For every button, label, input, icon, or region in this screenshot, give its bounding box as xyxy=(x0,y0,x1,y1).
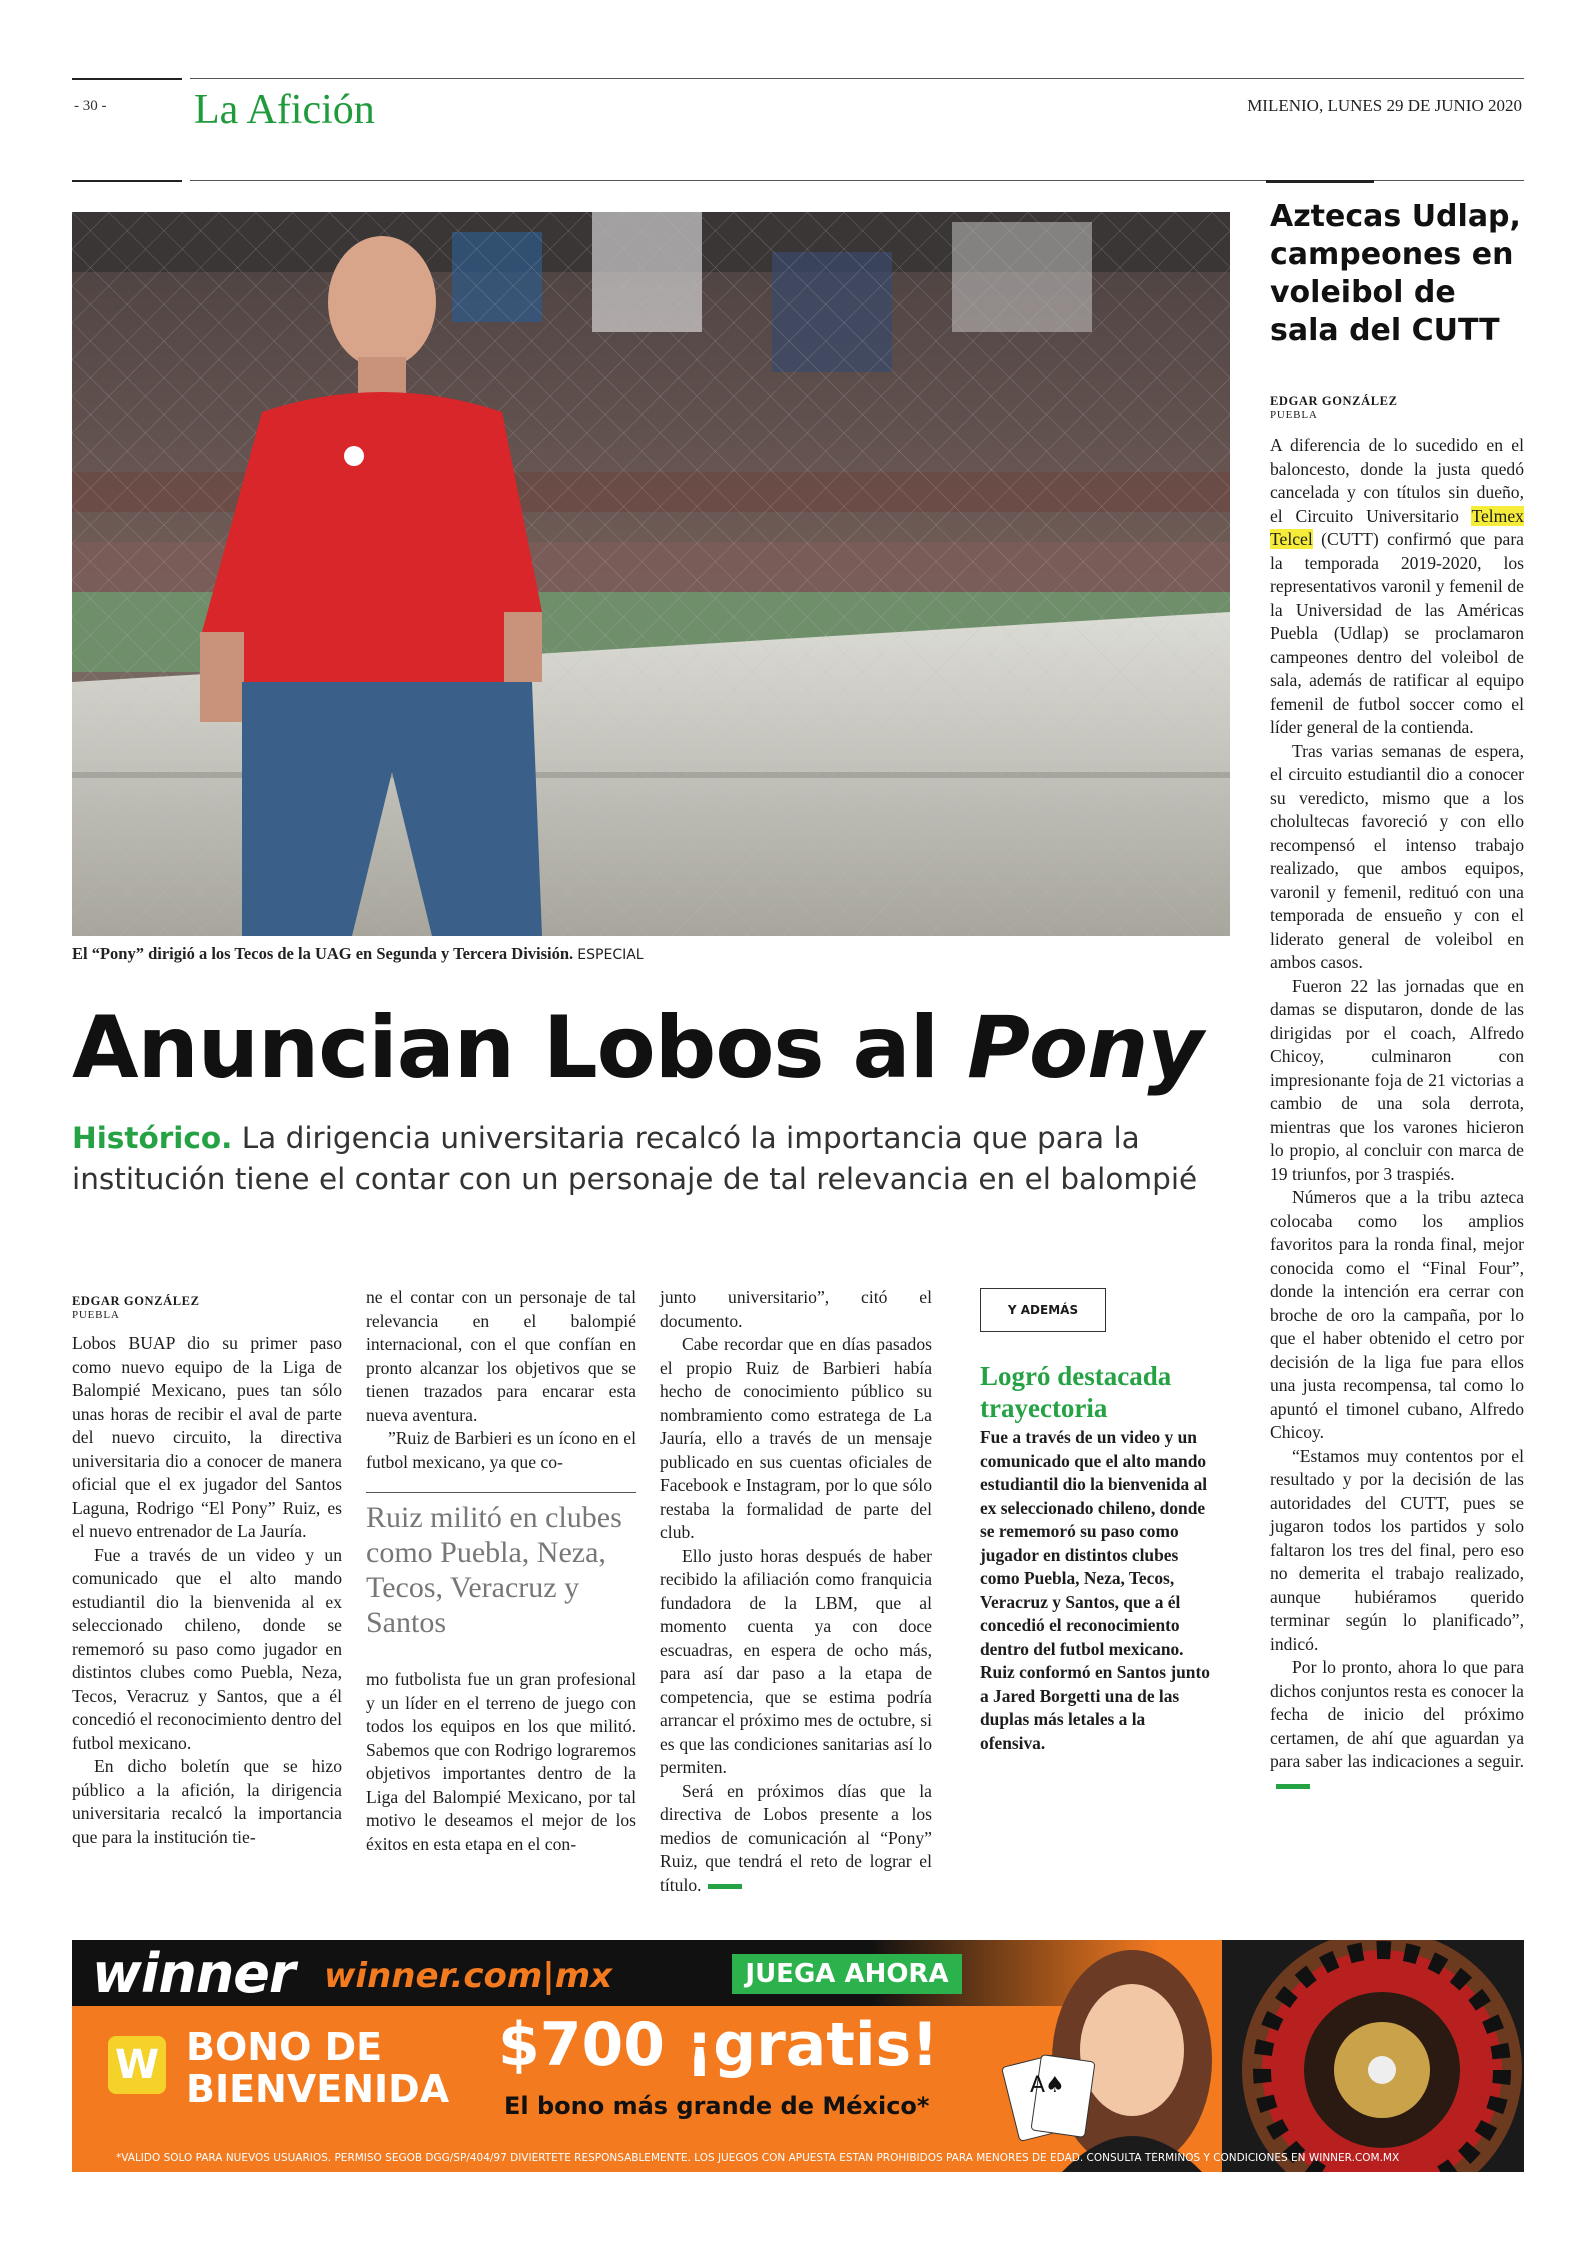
paragraph: Cabe recordar que en días pasados el propio Ruiz de Barbieri había hecho de conocimiento público su nombramiento como estratega de La Jauría, ello a través de un mensaje publicado en sus cuentas oficiales de Facebook e Instagram, por lo que sólo restaba la formalidad de parte del club. xyxy=(660,1334,932,1542)
paragraph-text: A diferencia de lo sucedido en el baloncesto, donde la justa quedó cancelada y con títulos sin dueño, el Circuito Universitario xyxy=(1270,435,1524,526)
right-column-top-rule xyxy=(1266,180,1374,183)
paragraph: Ello justo horas después de haber recibido la afiliación como franquicia fundadora de la LBM, que al momento cuenta ya con doce escuadras, en espera de ocho más, para así dar paso a la etapa de competencia, que se estima podría arrancar el próximo mes de octubre, si es que las condiciones sanitarias así lo permiten. xyxy=(660,1545,932,1777)
publication-date: MILENIO, LUNES 29 DE JUNIO 2020 xyxy=(1247,96,1522,115)
photo-credit: ESPECIAL xyxy=(577,947,644,963)
ad-disclaimer: *VÁLIDO SÓLO PARA NUEVOS USUARIOS. PERMISO SEGOB DGG/SP/404/97 DIVIÉRTETE RESPONSABLEMENTE. LOS JUEGOS CON APUESTA ESTÁN PROHIBIDOS PARA MENORES DE EDAD. CONSULTA TÉRMINOS Y CONDICIONES EN WINNER.COM.MX xyxy=(116,2152,1400,2164)
paragraph: Fueron 22 las jornadas que en damas se disputaron, donde de las dirigidas por el coach, Alfredo Chicoy, culminaron con impresionante foja de 21 victorias a cambio de una sola derrota, mientras que los varones hicieron lo propio, al concluir con marca de 19 triunfos, por 3 traspiés. xyxy=(1270,975,1524,1184)
header-top-rule xyxy=(72,78,182,80)
header-top-rule-right xyxy=(190,78,1524,79)
headline-plain: Anuncian Lobos al xyxy=(72,998,939,1098)
article-column-3 xyxy=(660,1286,932,1897)
ad-amount: $700 ¡gratis! xyxy=(498,2010,939,2080)
paragraph-text: Será en próximos días que la directiva de Lobos presente a los medios de comunicación al “Pony” Ruiz, que tendrá el reto de lograr el título. xyxy=(660,1780,932,1895)
paragraph: Fue a través de un video y un comunicado que el alto mando estudiantil dio la bienvenida al ex seleccionado chileno, donde se rememoró su paso como jugador en distintos clubes como Puebla, Neza, Tecos, Veracruz y Santos, que a él concedió el reconocimiento dentro del futbol mexicano. xyxy=(72,1544,342,1753)
ad-brand: winner xyxy=(92,1942,295,2005)
byline-name: EDGAR GONZÁLEZ xyxy=(1270,394,1398,408)
main-photo xyxy=(72,212,1230,936)
sidebar-text xyxy=(980,1426,1210,1755)
pull-quote-top-rule xyxy=(366,1492,636,1493)
deck-lead: Histórico. xyxy=(72,1121,233,1155)
headline-italic: Pony xyxy=(967,998,1203,1098)
ad-bonus-title xyxy=(186,2026,449,2110)
article-column-2 xyxy=(366,1286,636,1474)
page-number: - 30 - xyxy=(74,98,107,114)
main-headline xyxy=(72,998,1202,1098)
photo-caption xyxy=(72,944,1230,964)
pull-quote: Ruiz militó en clubes como Puebla, Neza, Tecos, Veracruz y Santos xyxy=(366,1501,622,1639)
paragraph xyxy=(1270,1656,1524,1797)
coach-photo-illustration xyxy=(72,212,1230,936)
paragraph: ”Ruiz de Barbieri es un ícono en el futbol mexicano, ya que co- xyxy=(366,1428,636,1472)
paragraph: ne el contar con un personaje de tal relevancia en el balompié internacional, con el que confían en pronto alcanzar los objetivos que se tienen trazados para encarar esta nueva aventura. xyxy=(366,1287,636,1425)
right-byline xyxy=(1270,394,1398,421)
ad-tagline: El bono más grande de México* xyxy=(504,2092,930,2120)
paragraph-text: (CUTT) confirmó que para la temporada 2019-2020, los representativos varonil y femenil de la Universidad de las Américas Puebla (Udlap) se proclamaron campeones dentro del voleibol de sala, además de ratificar al equipo femenil de futbol soccer como el líder general de la contienda. xyxy=(1270,529,1524,737)
main-byline xyxy=(72,1294,200,1321)
ad-cta-button[interactable]: JUEGA AHORA xyxy=(732,1954,962,1994)
byline-city: PUEBLA xyxy=(72,1309,120,1321)
byline-name: EDGAR GONZÁLEZ xyxy=(72,1294,200,1308)
ad-bonus-line-2: BIENVENIDA xyxy=(186,2067,450,2111)
paragraph: “Estamos muy contentos por el resultado y por la decisión de las autoridades del CUTT, pues se jugaron todos los partidos y solo faltaron los tres del final, pero eso no demerita el trabajo realizado, aunque hubiéramos querido terminar según lo planificado”, indicó. xyxy=(1270,1445,1524,1654)
byline-city: PUEBLA xyxy=(1270,409,1318,421)
svg-text:A♠: A♠ xyxy=(1030,2073,1065,2098)
deck-text: La dirigencia universitaria recalcó la importancia que para la institución tiene el contar con un personaje de tal relevancia en el balompié xyxy=(72,1121,1198,1196)
paragraph-text: Por lo pronto, ahora lo que para dichos conjuntos resta es conocer la fecha de inicio del próximo certamen, de ahí que aguardan ya para saber las indicaciones a seguir. xyxy=(1270,1657,1524,1771)
sidebar-label: Y ADEMÁS xyxy=(980,1288,1106,1332)
paragraph: junto universitario”, citó el documento. xyxy=(660,1287,932,1331)
paragraph xyxy=(1270,434,1524,740)
photo-caption-text: El “Pony” dirigió a los Tecos de la UAG en Segunda y Tercera División. xyxy=(72,944,574,963)
article-column-1 xyxy=(72,1332,342,1849)
right-headline: Aztecas Udlap, campeones en voleibol de sala del CUTT xyxy=(1270,199,1521,348)
ad-bonus-line-1: BONO DE xyxy=(186,2025,383,2069)
section-title: La Afición xyxy=(194,87,375,133)
right-article-body xyxy=(1270,434,1524,1797)
paragraph: Tras varias semanas de espera, el circuito estudiantil dio a conocer su veredicto, mismo que a los cholultecas favoreció y con ello recompensó el intenso trabajo realizado, que ambos equipos, varonil y femenil, redituó con una temporada de ensueño y con el liderato general de voleibol en ambos casos. xyxy=(1270,740,1524,972)
roulette-wheel-icon xyxy=(1222,1940,1524,2172)
sidebar-title: Logró destacada trayectoria xyxy=(980,1361,1172,1423)
end-mark xyxy=(1276,1784,1310,1789)
paragraph: En dicho boletín que se hizo público a la afición, la dirigencia universitaria recalcó la importancia que para la institución tie- xyxy=(72,1756,342,1847)
sidebar-text-content: Fue a través de un video y un comunicado que el alto mando estudiantil dio la bienvenida al ex seleccionado chileno, donde se rememoró su paso como jugador en distintos clubes como Puebla, Neza, Tecos, Veracruz y Santos, que a él concedió el reconocimiento dentro del futbol mexicano. Ruiz conformó en Santos junto a Jared Borgetti una de las duplas más letales a la ofensiva. xyxy=(980,1427,1210,1753)
ad-url[interactable]: winner.com|mx xyxy=(324,1956,613,1996)
paragraph xyxy=(660,1780,932,1898)
ad-logo-icon: W xyxy=(108,2036,166,2094)
article-column-2-continued xyxy=(366,1668,636,1856)
paragraph: mo futbolista fue un gran profesional y un líder en el terreno de juego con todos los equipos en los que militó. Sabemos que con Rodrigo lograremos objetivos importantes dentro de la Liga del Balompié Mexicano, por tal motivo le deseamos el mejor de los éxitos en esta etapa en el con- xyxy=(366,1669,636,1854)
end-mark xyxy=(708,1884,742,1889)
article-deck xyxy=(72,1118,1222,1200)
header-bottom-rule xyxy=(72,180,182,182)
paragraph: Números que a la tribu azteca colocaba como los amplios favoritos para la ronda final, mejor conocida como el “Final Four”, donde la intención era cerrar con broche de oro la campaña, por lo que el haber obtenido el cetro por decisión de la liga fue para ellos una justa recompensa, tal como lo apuntó el timonel cubano, Alfredo Chicoy. xyxy=(1270,1187,1524,1442)
highlighted-text: Telmex Telcel xyxy=(1270,505,1524,549)
paragraph: Lobos BUAP dio su primer paso como nuevo equipo de la Liga de Balompié Mexicano, pues tan sólo unas horas de recibir el aval de parte del nuevo circuito, la directiva universitaria dio a conocer de manera oficial que el ex jugador del Santos Laguna, Rodrigo “El Pony” Ruiz, es el nuevo entrenador de La Jauría. xyxy=(72,1333,342,1541)
ad-banner[interactable] xyxy=(72,1940,1524,2172)
